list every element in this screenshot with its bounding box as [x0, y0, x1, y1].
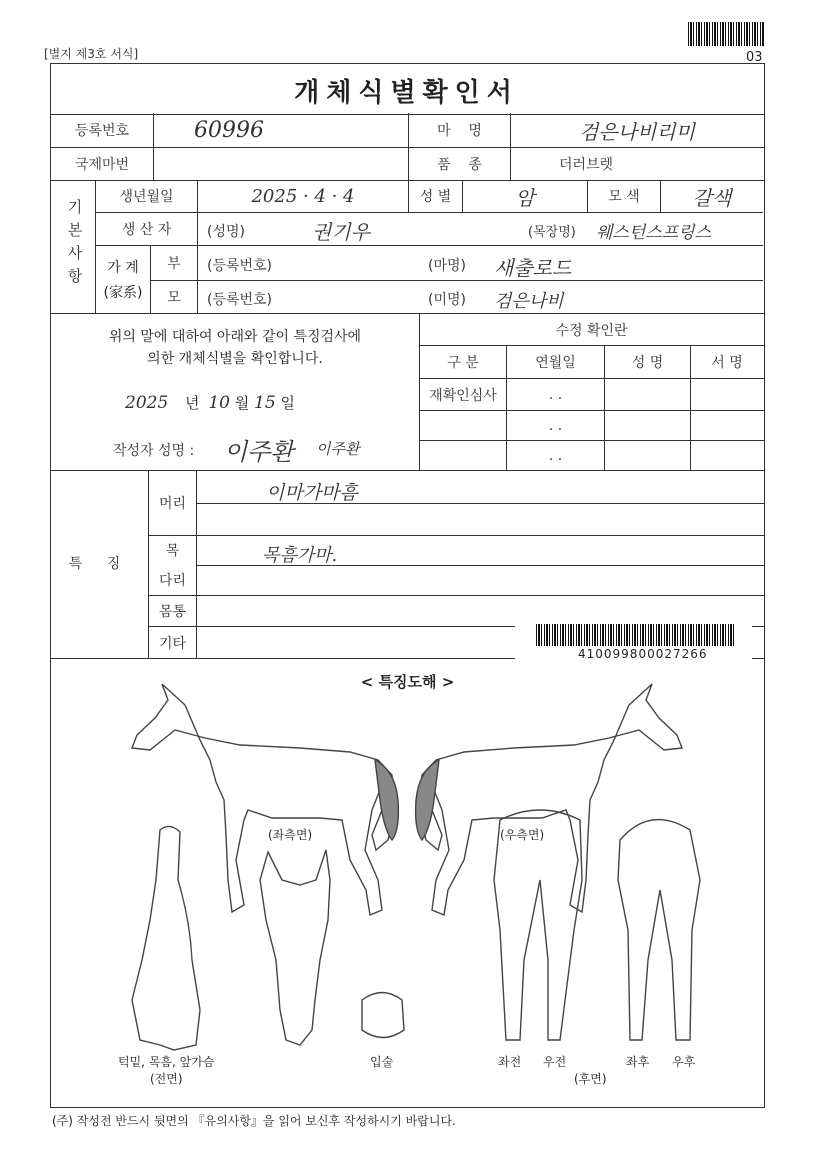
front-label: (전면) [150, 1072, 183, 1086]
left-horse-outline [132, 684, 395, 915]
revision-row-1-date: . . [548, 386, 563, 403]
form-code: [별지 제3호 서식] [44, 47, 139, 61]
dam-reg-label: (등록번호) [207, 292, 273, 308]
feature-etc-label: 기타 [158, 635, 187, 652]
writer-name: 이주환 [224, 438, 294, 466]
breed-label: 품 종 [437, 157, 482, 173]
revision-header-date: 연월일 [535, 355, 576, 371]
reg-value: 60996 [194, 117, 264, 143]
hind-right-label: 우후 [672, 1055, 696, 1069]
revision-row-type: 재확인심사 [429, 387, 497, 404]
date-day: 15 [254, 393, 276, 413]
feature-head-value: 이마가마흠 [266, 482, 358, 504]
right-horse-tail [416, 760, 439, 840]
dam-label: 모 [167, 290, 181, 306]
dam-name: 검은나비 [494, 291, 564, 312]
sex-value: 암 [515, 185, 535, 210]
dam-name-label: (미명) [428, 292, 466, 308]
left-horse-tail [375, 760, 398, 840]
feature-neck-label: 목 [165, 543, 180, 559]
confirm-line-2: 의한 개체식별을 확인합니다. [147, 351, 323, 367]
footnote: (주) 작성전 반드시 뒷면의 『유의사항』을 읽어 보신후 작성하시기 바랍니다. [52, 1114, 456, 1128]
sire-name: 새출로드 [494, 256, 572, 280]
revision-header-name: 성 명 [631, 355, 664, 371]
producer-label: 생 산 자 [121, 222, 172, 238]
writer-label: 작성자 성명 : [113, 443, 195, 459]
revision-header-sign: 서 명 [711, 355, 743, 371]
sire-reg-label: (등록번호) [207, 258, 273, 274]
front-caption: 턱밑, 목흠, 앞가슴 [118, 1055, 215, 1069]
basic-section-label: 기본사항 [65, 199, 84, 291]
reg-label: 등록번호 [74, 123, 130, 139]
right-horse-outline [419, 684, 682, 915]
features-label: 특 징 [68, 556, 131, 572]
producer-farm: 웨스턴스프링스 [596, 223, 711, 243]
rear-label: (후면) [574, 1072, 607, 1086]
producer-farm-label: (목장명) [528, 225, 576, 240]
front-legs-outline [494, 810, 582, 1040]
lips-outline [362, 993, 404, 1038]
rear-view-outline [618, 820, 700, 1040]
page-title: 개체식별확인서 [294, 78, 519, 108]
date-year-label: 년 [185, 394, 200, 412]
horse-name-value: 검은나비리미 [579, 119, 695, 144]
date-year: 2025 [125, 393, 169, 413]
date-day-label: 일 [280, 394, 295, 412]
revision-header-type: 구 분 [447, 355, 479, 371]
front-right-label: 우전 [543, 1055, 567, 1069]
feature-leg-label: 다리 [158, 573, 187, 589]
color-label: 모 색 [608, 189, 640, 205]
horse-name-label: 마 명 [437, 123, 482, 139]
feature-neck-value: 목흠가마. [262, 545, 338, 566]
lips-label: 입술 [370, 1055, 394, 1069]
breed-value: 더러브렛 [558, 157, 614, 173]
pedigree-label-text: 가 계 [107, 260, 139, 276]
feature-head-label: 머리 [158, 496, 187, 512]
revision-row-2-date: . . [548, 417, 563, 434]
barcode-number: 410099800027266 [578, 647, 708, 661]
front-left-label: 좌전 [498, 1055, 522, 1069]
date-month-label: 월 [234, 394, 250, 412]
head-front-outline [260, 850, 330, 1045]
front-neck-outline [132, 826, 200, 1050]
diagram-title: < 특징도해 > [360, 673, 455, 691]
right-side-label: (우측면) [500, 828, 545, 842]
dob-label: 생년월일 [119, 189, 174, 205]
producer-name: 권기우 [312, 220, 370, 244]
feature-body-label: 몸통 [158, 604, 187, 620]
pedigree-label-sub: (家系) [103, 285, 143, 301]
dob-value: 2025 · 4 · 4 [251, 185, 355, 207]
sex-label: 성 별 [419, 189, 452, 205]
sire-label: 부 [167, 256, 181, 272]
left-side-label: (좌측면) [268, 828, 313, 842]
revision-title: 수정 확인란 [555, 322, 628, 339]
sire-name-label: (마명) [428, 258, 466, 274]
writer-signature: 이주환 [316, 440, 360, 458]
hind-left-label: 좌후 [626, 1055, 650, 1069]
intl-label: 국제마번 [74, 157, 130, 173]
page-number: 03 [746, 50, 763, 65]
color-value: 갈색 [692, 185, 732, 210]
date-month: 10 [208, 393, 230, 413]
producer-name-label: (성명) [207, 224, 245, 240]
confirm-line-1: 위의 말에 대하여 아래와 같이 특징검사에 [108, 329, 362, 345]
revision-row-3-date: . . [548, 447, 563, 464]
